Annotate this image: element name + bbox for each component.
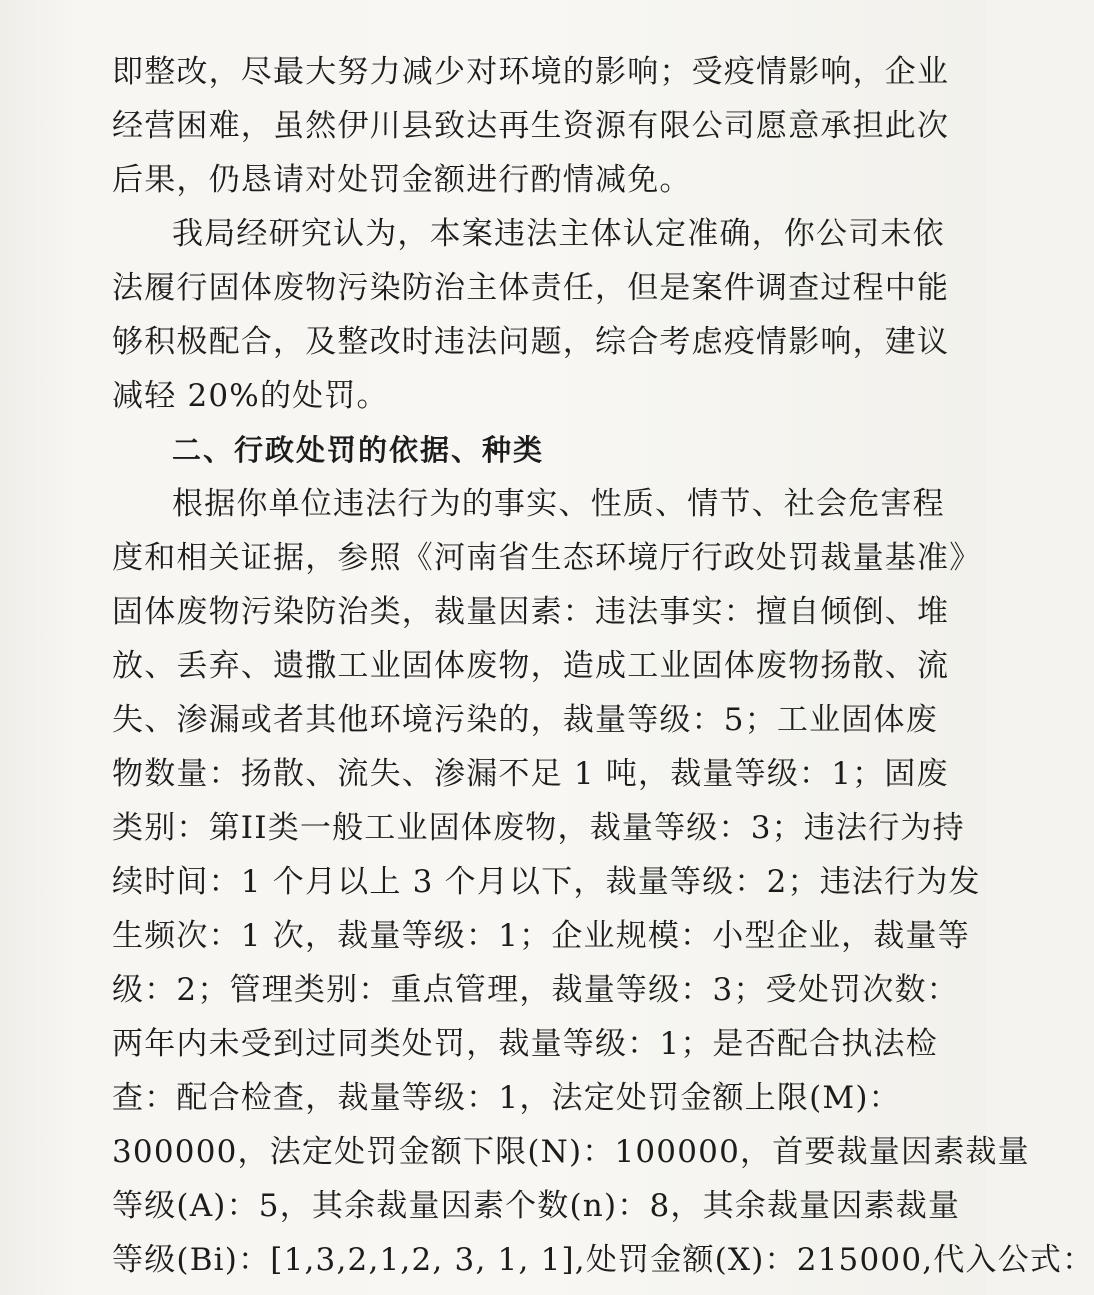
section-heading: 二、行政处罚的依据、种类 bbox=[172, 433, 545, 467]
paragraph-line-3: 后果，仍恳请对处罚金额进行酌情减免。 bbox=[112, 162, 692, 198]
paragraph-line-21: 等级(A)：5，其余裁量因素个数(n)：8，其余裁量因素裁量 bbox=[112, 1188, 961, 1224]
paragraph-line-15: 续时间：1 个月以上 3 个月以下，裁量等级：2；违法行为发 bbox=[112, 864, 981, 900]
paragraph-line-10: 固体废物污染防治类，裁量因素：违法事实：擅自倾倒、堆 bbox=[112, 594, 950, 630]
paragraph-line-18: 两年内未受到过同类处罚，裁量等级：1；是否配合执法检 bbox=[112, 1026, 938, 1062]
paragraph-line-9: 度和相关证据，参照《河南省生态环境厅行政处罚裁量基准》 bbox=[112, 540, 982, 576]
paragraph-line-6: 够积极配合，及整改时违法问题，综合考虑疫情影响，建议 bbox=[112, 324, 950, 360]
paragraph-line-19: 查：配合检查，裁量等级：1，法定处罚金额上限(M)： bbox=[112, 1080, 901, 1116]
paragraph-line-14: 类别：第II类一般工业固体废物，裁量等级：3；违法行为持 bbox=[112, 810, 965, 846]
paragraph-line-2: 经营困难，虽然伊川县致达再生资源有限公司愿意承担此次 bbox=[112, 108, 950, 144]
paragraph-line-1: 即整改，尽最大努力减少对环境的影响；受疫情影响，企业 bbox=[112, 54, 950, 90]
paragraph-line-12: 失、渗漏或者其他环境污染的，裁量等级：5；工业固体废 bbox=[112, 702, 938, 738]
paragraph-line-13: 物数量：扬散、流失、渗漏不足 1 吨，裁量等级：1；固废 bbox=[112, 756, 949, 792]
paragraph-line-7: 减轻 20%的处罚。 bbox=[112, 378, 389, 414]
paragraph-line-5: 法履行固体废物污染防治主体责任，但是案件调查过程中能 bbox=[112, 270, 950, 306]
paragraph-line-17: 级：2；管理类别：重点管理，裁量等级：3；受处罚次数： bbox=[112, 972, 959, 1008]
paragraph-line-22: 等级(Bi)：[1,3,2,1,2, 3, 1, 1],处罚金额(X)：215000,代入公式： bbox=[112, 1242, 1094, 1278]
paragraph-line-16: 生频次：1 次，裁量等级：1；企业规模：小型企业，裁量等 bbox=[112, 918, 970, 954]
paragraph-line-20: 300000，法定处罚金额下限(N)：100000，首要裁量因素裁量 bbox=[112, 1134, 1030, 1170]
paragraph-line-4: 我局经研究认为，本案违法主体认定准确，你公司未依 bbox=[172, 216, 945, 252]
paragraph-line-8: 根据你单位违法行为的事实、性质、情节、社会危害程 bbox=[172, 486, 945, 522]
paragraph-line-11: 放、丢弃、遗撒工业固体废物，造成工业固体废物扬散、流 bbox=[112, 648, 950, 684]
